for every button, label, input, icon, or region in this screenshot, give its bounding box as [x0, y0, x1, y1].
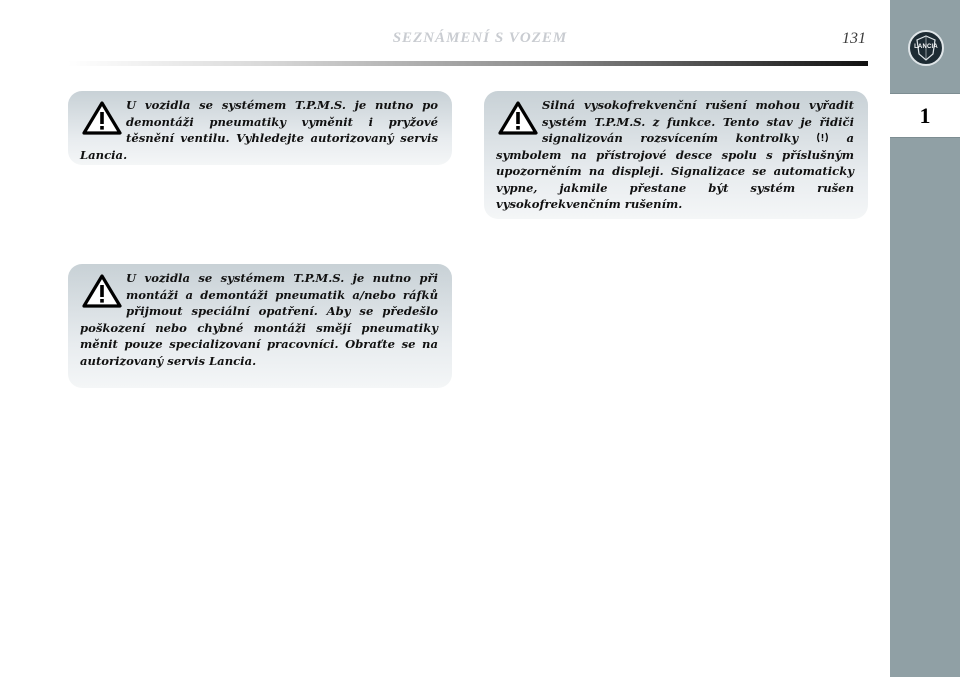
- warning-text: [496, 97, 854, 213]
- page-number: 131: [842, 30, 866, 47]
- chapter-tab[interactable]: 1: [890, 93, 960, 138]
- warning-triangle-icon: [82, 101, 122, 135]
- header-rule: [68, 61, 868, 66]
- warning-text-after: a symbolem na přístrojové desce spolu s příslušným upozorněním na displeji. Signalizace se automaticky vypne, jakmile přestane být systém rušen vysokofrekvenčním rušením.: [496, 131, 854, 211]
- logo-text: LANCIA: [914, 44, 938, 50]
- warning-triangle-icon: [82, 274, 122, 308]
- warning-text-before: Silná vysokofrekvenční rušení mohou vyřadit systém T.P.M.S. z funkce. Tento stav je řidiči signalizován rozsvícením kontrolky: [542, 98, 854, 145]
- warning-box: [68, 91, 452, 165]
- warning-box: [68, 264, 452, 388]
- warning-triangle-icon: [498, 101, 538, 135]
- tyre-pressure-warning-icon: [816, 132, 829, 143]
- warning-text: U vozidla se systémem T.P.M.S. je nutno při montáži a demontáži pneumatik a/nebo ráfků přijmout speciální opatření. Aby se předešlo poškození nebo chybné montáži smějí pneumatiky měnit pouze specializovaní pracovníci. Obraťte se na autorizovaný servis Lancia.: [80, 271, 438, 368]
- warning-box: [484, 91, 868, 219]
- warning-text: U vozidla se systémem T.P.M.S. je nutno po demontáži pneumatiky vyměnit i pryžové těsnění ventilu. Vyhledejte autorizovaný servis Lancia.: [80, 98, 438, 162]
- lancia-shield-logo-icon: [908, 30, 944, 66]
- header-title: SEZNÁMENÍ S VOZEM: [392, 30, 568, 46]
